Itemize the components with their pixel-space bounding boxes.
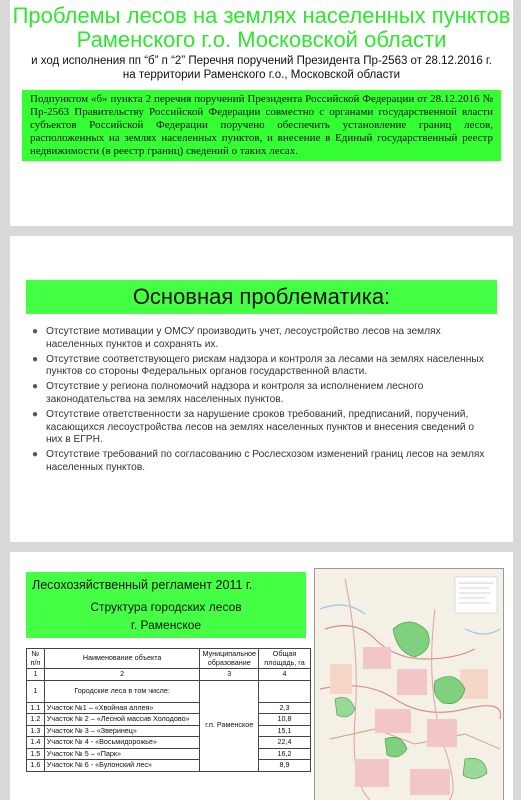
bullet-text: Отсутствие соответствующего рискам надзора и контроля за лесами на землях населенных пунктов со стороны Федеральных органов государственной власти. (46, 353, 484, 378)
slide2-banner (26, 280, 497, 314)
table-cell: Участок № 2 – «Лесной массив Холодово» (44, 714, 200, 726)
list-item (32, 449, 489, 475)
table-cell: Участок №1 – «Хвойная аллея» (44, 702, 200, 714)
table-header-cell: № п/п (27, 649, 45, 669)
table-row (27, 748, 311, 760)
bullet-text: Отсутствие требований по согласованию с Рослесхозом изменений границ лесов на землях населенных пунктов. (46, 449, 485, 473)
table-row (27, 702, 311, 714)
table-cell: 1.6 (27, 760, 45, 772)
table-cell: Участок № 6 - «Булонский лес» (44, 760, 200, 772)
table-row (27, 725, 311, 737)
table-cell: 1 (27, 680, 45, 702)
slide-title (10, 0, 513, 226)
bullet-text: Отсутствие мотивации у ОМСУ производить учет, лесоустройство лесов на землях населенных пунктов и сохранять их. (46, 326, 441, 350)
slide3-banner (26, 572, 306, 638)
table-header-num-row (27, 669, 311, 681)
list-item (32, 326, 489, 352)
slide3-city-title: г. Раменское (130, 618, 202, 632)
slide3-regulation-title: Лесохозяйственный регламент 2011 г. (32, 578, 253, 592)
table-cell: 1.5 (27, 748, 45, 760)
slide1-highlight-box (22, 90, 501, 161)
table-cell: 15,1 (259, 725, 311, 737)
municipality-cell: г.п. Раменское (200, 680, 259, 771)
bullet-icon: ● (32, 408, 39, 420)
table-header-cell: Муниципальное образование (200, 649, 259, 669)
list-item (32, 408, 489, 447)
table-cell: 22,4 (259, 737, 311, 749)
bullet-text: Отсутствие ответственности за нарушение сроков требований, предписаний, поручений, касающихся лесоустройства лесов на землях населенных пунктов и внесения сведений о них в ЕГРН. (46, 408, 475, 446)
slide1-subtitle: и ход исполнения пп “б” п “2” Перечня поручений Президента Пр-2563 от 28.12.2016 г. на территории Раменского г.о., Московской области (31, 55, 492, 81)
table-row (27, 737, 311, 749)
table-row (27, 714, 311, 726)
table-cell: Участок № 4 - «Восьмидорожье» (44, 737, 200, 749)
slide1-box-text: Подпунктом «б» пункта 2 перечня поручений Президента Российской Федерации от 28.12.2016 № Пр-2563 Правительству Российской Федерации совместно с органами государственной власти субъектов Российской Федерации поручено обеспечить установление границ лесов, расположенных на землях населенных пунктов, и внесение в Единый государственный реестр недвижимости (в реестр границ) сведений о таких лесах. (30, 93, 493, 157)
slide2-title: Основная проблематика: (132, 284, 391, 309)
forest-map-image (314, 568, 504, 800)
table-cell: 1.2 (27, 714, 45, 726)
bullet-icon: ● (32, 326, 39, 337)
table-cell: 4 (259, 669, 311, 681)
bullet-text: Отсутствие у региона полномочий надзора и контроля за исполнением лесного законодательства на землях населенных пунктов. (46, 381, 424, 405)
table-row (27, 760, 311, 772)
table-cell: Участок № 3 – «Зверинец» (44, 725, 200, 737)
table-cell: 2,3 (259, 702, 311, 714)
table-cell: 1.4 (27, 737, 45, 749)
slide3-structure-title: Структура городских лесов (90, 600, 242, 614)
slide-problems (10, 236, 513, 542)
table-cell: 3 (200, 669, 259, 681)
table-header-row (27, 649, 311, 669)
slide1-title: Проблемы лесов на землях населенных пунктов Раменского г.о. Московской области (12, 3, 511, 52)
list-item (32, 353, 489, 380)
table-cell: 16,2 (259, 748, 311, 760)
table-header-cell: Наименование объекта (44, 649, 200, 669)
bullet-icon: ● (32, 353, 39, 365)
table-cell: 10,8 (259, 714, 311, 726)
bullet-icon: ● (32, 381, 39, 393)
bullet-icon: ● (32, 449, 39, 461)
table-cell: 1.3 (27, 725, 45, 737)
map-graphic (315, 569, 504, 800)
table-cell: 1.1 (27, 702, 45, 714)
table-cell: Городские леса в том числе: (44, 680, 200, 702)
problems-list (32, 326, 489, 475)
table-cell: 2 (44, 669, 200, 681)
table-header-cell: Общая площадь, га (259, 649, 311, 669)
slide-forest-structure (10, 552, 513, 800)
table-cell: 1 (27, 669, 45, 681)
table-cell: 8,9 (259, 760, 311, 772)
table-cell: Участок № 5 – «Парк» (44, 748, 200, 760)
forest-table (26, 648, 311, 772)
list-item (32, 381, 489, 407)
table-cell (259, 680, 311, 702)
table-row (27, 680, 311, 702)
